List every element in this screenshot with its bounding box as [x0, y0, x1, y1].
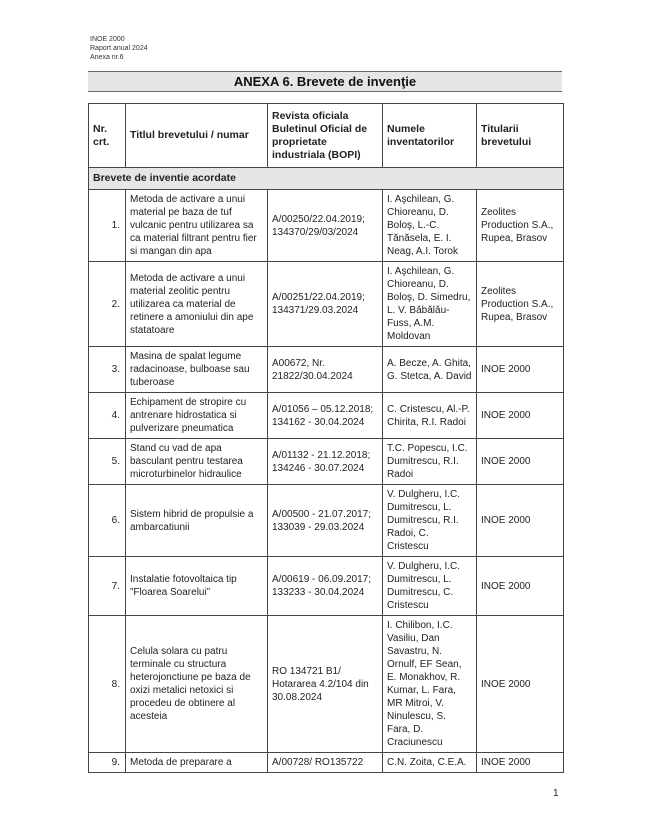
patent-inventors: I. Aşchilean, G. Chioreanu, D. Boloş, D. Simedru, L. V. Bǎbǎlǎu-Fuss, A.M. Moldovan [383, 262, 477, 347]
table-row [89, 753, 564, 773]
patent-bopi: A/00619 - 06.09.2017; 133233 - 30.04.2024 [268, 557, 383, 616]
row-number: 5. [89, 439, 126, 485]
row-number: 8. [89, 616, 126, 753]
patent-holders: INOE 2000 [477, 347, 564, 393]
document-header [90, 35, 148, 62]
patent-inventors: T.C. Popescu, I.C. Dumitrescu, R.I. Radoi [383, 439, 477, 485]
patent-holders: INOE 2000 [477, 393, 564, 439]
row-number: 3. [89, 347, 126, 393]
table-row [89, 439, 564, 485]
row-number: 1. [89, 190, 126, 262]
table-row [89, 262, 564, 347]
section-row [89, 168, 564, 190]
page-number: 1 [553, 788, 559, 799]
section-title: Brevete de inventie acordate [89, 168, 564, 190]
patent-title: Metoda de preparare a [126, 753, 268, 773]
column-header-holders: Titularii brevetului [477, 104, 564, 168]
patent-inventors: I. Aşchilean, G. Chioreanu, D. Boloş, L.-C. Tănăsela, E. I. Neag, A.I. Torok [383, 190, 477, 262]
table-row [89, 393, 564, 439]
patent-inventors: A. Becze, A. Ghita, G. Stetca, A. David [383, 347, 477, 393]
header-annex: Anexa nr.6 [90, 54, 124, 61]
table-row [89, 485, 564, 557]
table-row [89, 190, 564, 262]
header-report: Raport anual 2024 [90, 45, 148, 52]
patents-table [88, 103, 564, 773]
table-row [89, 557, 564, 616]
patent-bopi: A/00728/ RO135722 [268, 753, 383, 773]
patent-bopi: A/00500 - 21.07.2017; 133039 - 29.03.2024 [268, 485, 383, 557]
patent-title: Sistem hibrid de propulsie a ambarcatiunii [126, 485, 268, 557]
patent-title: Celula solara cu patru terminale cu structura heterojonctiune pe baza de oxizi metalici netoxici si procedeu de obtinere al acesteia [126, 616, 268, 753]
patent-holders: INOE 2000 [477, 439, 564, 485]
patent-holders: INOE 2000 [477, 485, 564, 557]
table-row [89, 616, 564, 753]
patent-bopi: A/00251/22.04.2019; 134371/29.03.2024 [268, 262, 383, 347]
patent-title: Metoda de activare a unui material pe baza de tuf vulcanic pentru utilizarea sa ca material filtrant pentru fier si mangan din apa [126, 190, 268, 262]
page-title: ANEXA 6. Brevete de invenţie [88, 71, 562, 92]
patent-bopi: A/01132 - 21.12.2018; 134246 - 30.07.2024 [268, 439, 383, 485]
row-number: 6. [89, 485, 126, 557]
column-header-title: Titlul brevetului / numar [126, 104, 268, 168]
table-header-row [89, 104, 564, 168]
patent-holders: INOE 2000 [477, 557, 564, 616]
patent-inventors: C.N. Zoita, C.E.A. [383, 753, 477, 773]
patent-holders: INOE 2000 [477, 616, 564, 753]
patent-inventors: V. Dulgheru, I.C. Dumitrescu, L. Dumitrescu, R.I. Radoi, C. Cristescu [383, 485, 477, 557]
patent-holders: Zeolites Production S.A., Rupea, Brasov [477, 262, 564, 347]
patent-holders: INOE 2000 [477, 753, 564, 773]
row-number: 4. [89, 393, 126, 439]
patent-holders: Zeolites Production S.A., Rupea, Brasov [477, 190, 564, 262]
table-row [89, 347, 564, 393]
row-number: 7. [89, 557, 126, 616]
patent-inventors: C. Cristescu, Al.-P. Chirita, R.I. Radoi [383, 393, 477, 439]
patent-bopi: A00672, Nr. 21822/30.04.2024 [268, 347, 383, 393]
patent-title: Echipament de stropire cu antrenare hidrostatica si pulverizare pneumatica [126, 393, 268, 439]
column-header-inventors: Numele inventatorilor [383, 104, 477, 168]
patent-title: Instalatie fotovoltaica tip ”Floarea Soarelui” [126, 557, 268, 616]
patent-bopi: A/00250/22.04.2019; 134370/29/03/2024 [268, 190, 383, 262]
row-number: 2. [89, 262, 126, 347]
header-org: INOE 2000 [90, 36, 125, 43]
patent-title: Masina de spalat legume radacinoase, bulboase sau tuberoase [126, 347, 268, 393]
patent-title: Metoda de activare a unui material zeolitic pentru utilizarea ca material de retinere a amoniului din ape statatoare [126, 262, 268, 347]
patent-title: Stand cu vad de apa basculant pentru testarea microturbinelor hidraulice [126, 439, 268, 485]
patent-bopi: A/01056 – 05.12.2018; 134162 - 30.04.2024 [268, 393, 383, 439]
row-number: 9. [89, 753, 126, 773]
column-header-bopi: Revista oficiala Buletinul Oficial de proprietate industriala (BOPI) [268, 104, 383, 168]
patent-inventors: V. Dulgheru, I.C. Dumitrescu, L. Dumitrescu, C. Cristescu [383, 557, 477, 616]
column-header-nr: Nr. crt. [89, 104, 126, 168]
patent-inventors: I. Chilibon, I.C. Vasiliu, Dan Savastru, N. Ornulf, EF Sean, E. Monakhov, R. Kumar, L. Fara, MR Mitroi, V. Ninulescu, S. Fara, D. Craciunescu [383, 616, 477, 753]
patent-bopi: RO 134721 B1/ Hotararea 4.2/104 din 30.08.2024 [268, 616, 383, 753]
